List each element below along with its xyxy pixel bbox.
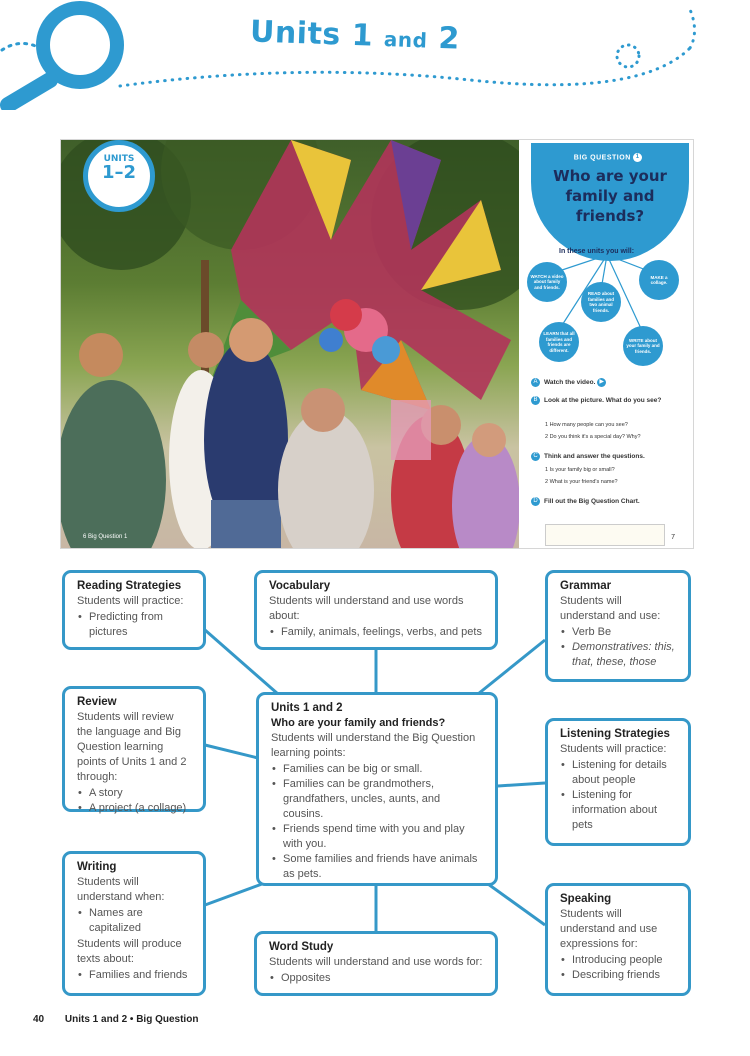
page-title: Units 1 and 2	[249, 14, 461, 57]
big-question-text: Who are your family and friends?	[553, 167, 667, 225]
right-page-number: 7	[671, 534, 675, 541]
reading-strategies-box: Reading Strategies Students will practice: • Predicting from pictures	[62, 570, 206, 650]
writing-box: Writing Students will understand when: • Names are capitalized Students will produce texts about: • Families and friends	[62, 851, 206, 996]
listening-strategies-box: Listening Strategies Students will practice: • Listening for details about people • Listening for information about pets	[545, 718, 691, 846]
left-page-number: 6 Big Question 1	[83, 534, 128, 540]
vocabulary-box: Vocabulary Students will understand and use words about: • Family, animals, feelings, verbs, and pets	[254, 570, 498, 650]
activity-watch: WATCH a video about family and friends.	[527, 262, 567, 302]
step-d: D Fill out the Big Question Chart.	[531, 497, 640, 506]
step-c-q1: 1 Is your family big or small?	[545, 467, 615, 473]
activity-read: READ about families and two animal friends.	[581, 282, 621, 322]
step-c-q2: 2 What is your friend's name?	[545, 479, 618, 485]
big-question-label: BIG QUESTION 1	[531, 153, 689, 162]
activity-learn: LEARN that all families and friends are different.	[539, 322, 579, 362]
units-badge: UNITS 1–2	[83, 140, 155, 212]
page-number: 40	[33, 1014, 45, 1025]
play-icon: ▶	[597, 378, 606, 387]
review-box: Review Students will review the language and Big Question learning points of Units 1 and 2 through: • A story • A project (a collage)	[62, 686, 206, 812]
page-footer	[33, 1014, 198, 1025]
activity-write: WRITE about your family and friends.	[623, 326, 663, 366]
step-c: C Think and answer the questions.	[531, 452, 645, 461]
center-big-question-box: Units 1 and 2 Who are your family and friends? Students will understand the Big Question learning points: • Families can be big or small. • Families can be grandmothers, grandfathers, uncles, aunts, and cousins. • Friends spend time with you and play with you. • Some families and friends have animals as pets.	[256, 692, 498, 886]
grammar-box: Grammar Students will understand and use: • Verb Be • Demonstratives: this, that, these, those	[545, 570, 691, 682]
step-b-q2: 2 Do you think it's a special day? Why?	[545, 434, 641, 440]
footer-text: Units 1 and 2 • Big Question	[64, 1014, 199, 1025]
speaking-box: Speaking Students will understand and use expressions for: • Introducing people • Describing friends	[545, 883, 691, 996]
step-b: B Look at the picture. What do you see?	[531, 396, 681, 405]
word-study-box: Word Study Students will understand and use words for: • Opposites	[254, 931, 498, 996]
activity-make: MAKE a collage.	[639, 260, 679, 300]
step-b-q1: 1 How many people can you see?	[545, 422, 628, 428]
step-a: A Watch the video. ▶	[531, 378, 610, 387]
in-these-units-label: In these units you will:	[559, 248, 635, 255]
